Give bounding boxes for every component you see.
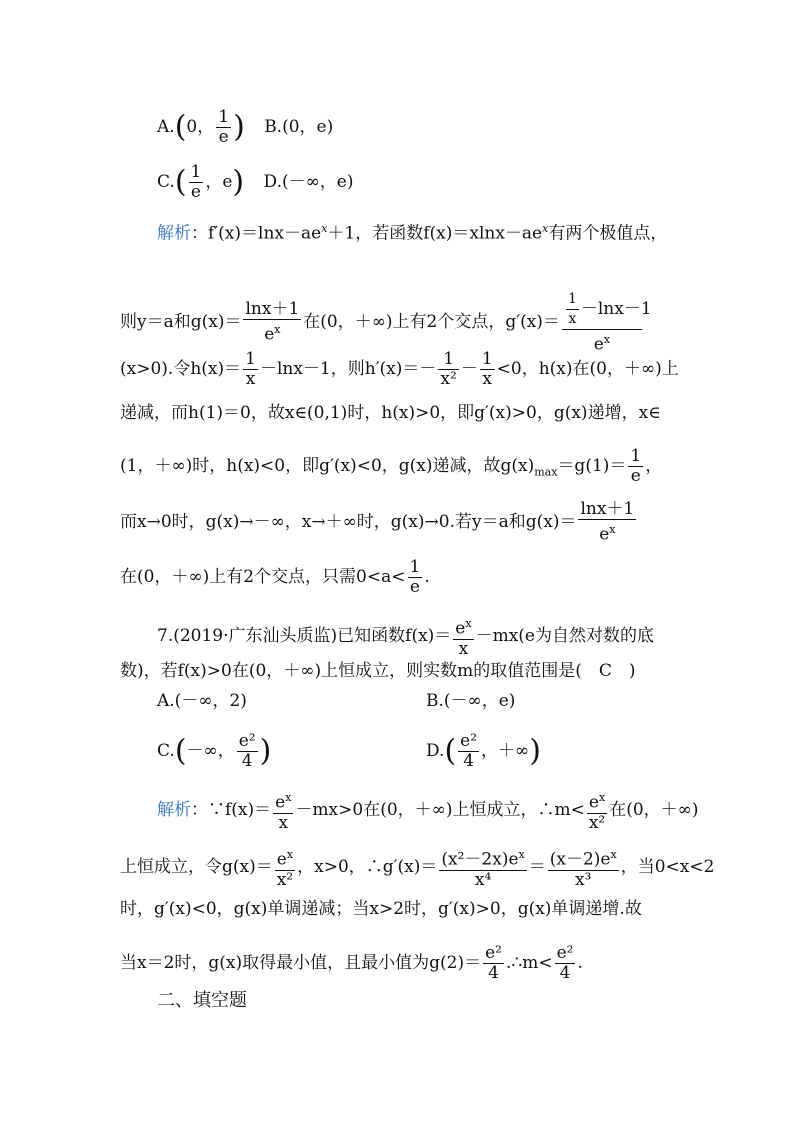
fraction: $\frac{\text{e²}}{4}$ bbox=[460, 731, 478, 771]
option-b: B.(0，e) bbox=[264, 117, 334, 137]
option-a: A.(0， $\frac{1}{e}$ ) B.(0，e) bbox=[157, 107, 334, 147]
solution-label: 解析 bbox=[157, 799, 191, 820]
option-b: B.(－∞，e) bbox=[426, 691, 516, 711]
fraction: $\frac{(x-2)e^x}{\text{x³}}$ bbox=[548, 845, 619, 890]
option-d: D.( $\frac{\text{e²}}{4}$ ，＋∞) bbox=[426, 731, 541, 771]
option-a: A.(－∞，2) bbox=[157, 691, 247, 711]
solution-label: 解析 bbox=[157, 223, 191, 244]
fraction: $\frac{1}{e}$ bbox=[218, 107, 230, 147]
fraction: $\frac{e^x}{x}$ bbox=[273, 788, 293, 833]
option-c: C.(－∞， $\frac{\text{e²}}{4}$ ) bbox=[157, 731, 272, 771]
fraction: $\frac{1}{e}$ bbox=[630, 446, 642, 486]
fraction: $\frac{e^x}{\text{x²}}$ bbox=[275, 845, 295, 890]
fraction: $\frac{1}{x}$ －lnx－1 $e^x$ bbox=[562, 290, 642, 355]
fraction: $\frac{(x^2-2x)e^x}{\text{x⁴}}$ bbox=[439, 845, 526, 890]
fraction: $\frac{1}{x}$ bbox=[245, 349, 256, 389]
fraction: $\frac{1}{e}$ bbox=[190, 162, 202, 202]
fraction: $\frac{1}{x}$ bbox=[481, 349, 493, 389]
fraction: $\frac{\text{e²}}{4}$ bbox=[238, 731, 256, 771]
fraction: $\frac{\text{e²}}{4}$ bbox=[556, 943, 574, 983]
fraction: $\frac{\ln x+1}{e^x}$ bbox=[580, 499, 635, 545]
fraction: $\frac{1}{e}$ bbox=[409, 557, 421, 597]
section-heading: 二、填空题 bbox=[157, 990, 247, 1011]
fraction: $\frac{e^x}{\text{x²}}$ bbox=[587, 788, 607, 833]
fraction: $\frac{\ln x+1}{e^x}$ bbox=[245, 299, 300, 345]
fraction: $\frac{1}{\text{x²}}$ bbox=[440, 349, 457, 389]
option-d: D.(－∞，e) bbox=[263, 172, 354, 192]
fraction: $\frac{e^x}{x}$ bbox=[453, 614, 473, 659]
option-c: C.( $\frac{1}{e}$ ，e) D.(－∞，e) bbox=[157, 162, 354, 202]
fraction: $\frac{\text{e²}}{4}$ bbox=[485, 943, 502, 983]
